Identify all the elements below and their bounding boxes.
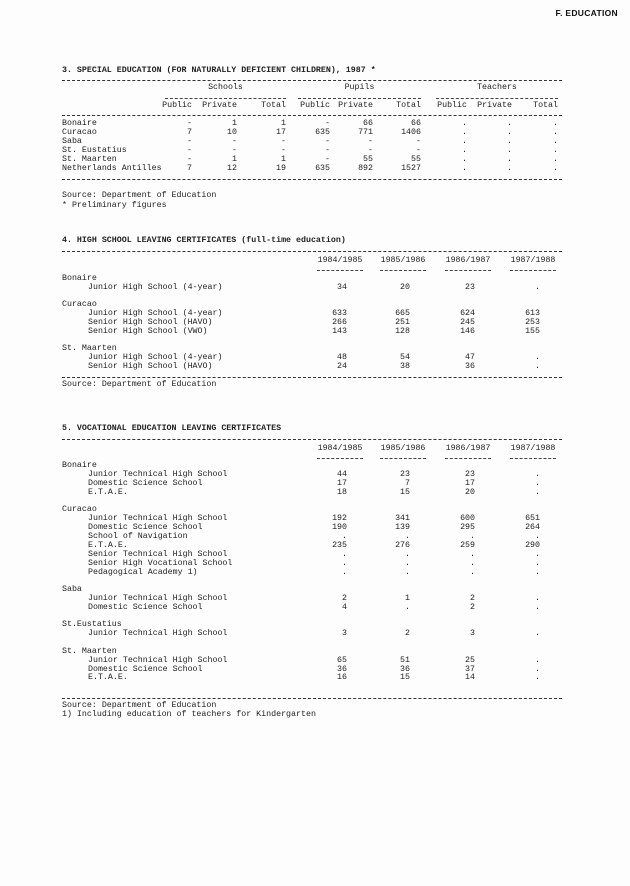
column-header: Public — [300, 101, 330, 110]
group-label: Bonaire — [62, 461, 97, 470]
table-cell: 2 — [470, 602, 475, 612]
row-label: Saba — [62, 137, 82, 146]
table-cell: 245 — [460, 317, 475, 327]
table-cell: - — [187, 146, 192, 155]
table-cell: . — [535, 282, 540, 292]
row-label: E.T.A.E. — [88, 540, 128, 550]
table-cell: - — [281, 137, 286, 146]
table-cell: . — [535, 487, 540, 497]
table-cell: 1527 — [401, 164, 421, 173]
table-cell: 139 — [395, 523, 410, 532]
year-underline — [510, 458, 556, 459]
row-label: E.T.A.E. — [88, 673, 128, 683]
table-cell: 47 — [465, 352, 475, 362]
table-cell: 7 — [405, 478, 410, 488]
group-label: St. Maarten — [62, 646, 117, 656]
table-cell: . — [553, 137, 558, 146]
table-cell: 235 — [332, 540, 347, 550]
row-label: Senior High School (VWO) — [88, 326, 208, 336]
table-cell: 253 — [525, 317, 540, 327]
table-cell: 20 — [400, 282, 410, 292]
table-cell: . — [535, 361, 540, 371]
table-cell: . — [553, 128, 558, 137]
column-header: Public — [162, 101, 192, 110]
row-label: E.T.A.E. — [88, 487, 128, 497]
table-cell: . — [507, 155, 512, 164]
column-header: 1985/1986 — [380, 256, 426, 265]
table-cell: 1 — [232, 155, 237, 164]
table-cell: 4 — [342, 602, 347, 612]
table-cell: 16 — [337, 673, 347, 683]
footnote: Source: Department of Education — [62, 191, 217, 200]
table-cell: . — [507, 164, 512, 173]
table-cell: 66 — [411, 119, 421, 128]
table-cell: 17 — [276, 128, 286, 137]
table-cell: 128 — [395, 326, 410, 336]
table-cell: . — [405, 531, 410, 541]
table-cell: . — [535, 602, 540, 612]
table-cell: 251 — [395, 317, 410, 327]
table-cell: 190 — [332, 523, 347, 532]
table-cell: 665 — [395, 309, 410, 318]
year-underline — [317, 270, 363, 271]
table-cell: 1406 — [401, 128, 421, 137]
table-cell: - — [232, 137, 237, 146]
table-cell: . — [342, 531, 347, 541]
table-cell: - — [368, 137, 373, 146]
table-cell: 2 — [342, 593, 347, 603]
column-header: Private — [338, 101, 373, 110]
table-cell: 10 — [227, 128, 237, 137]
table-cell: 44 — [337, 469, 347, 479]
table-cell: 36 — [400, 664, 410, 674]
column-group-header: Schools — [208, 83, 243, 92]
table-cell: 266 — [332, 317, 347, 327]
table-cell: . — [507, 146, 512, 155]
row-label: Senior High Vocational School — [88, 558, 233, 568]
table-cell: . — [405, 558, 410, 568]
table-cell: . — [507, 137, 512, 146]
table-cell: 36 — [465, 361, 475, 371]
dashed-rule — [62, 251, 562, 252]
column-header: Private — [202, 101, 237, 110]
table-cell: 66 — [363, 119, 373, 128]
column-header: Private — [477, 101, 512, 110]
table-cell: 290 — [525, 540, 540, 550]
dashed-rule — [62, 439, 562, 440]
dashed-rule — [62, 80, 562, 81]
table-cell: 23 — [465, 282, 475, 292]
table-cell: . — [535, 567, 540, 577]
table-cell: 192 — [332, 514, 347, 524]
table-cell: . — [507, 119, 512, 128]
row-label: Senior Technical High School — [88, 549, 228, 559]
table-cell: 12 — [227, 164, 237, 173]
table-cell: . — [470, 558, 475, 568]
table-cell: 635 — [315, 128, 330, 137]
table-cell: 18 — [337, 487, 347, 497]
section-title: 4. HIGH SCHOOL LEAVING CERTIFICATES (full-time education) — [62, 236, 346, 245]
column-header: 1986/1987 — [445, 256, 491, 265]
table-cell: 341 — [395, 514, 410, 524]
table-cell: . — [535, 469, 540, 479]
section-title: 3. SPECIAL EDUCATION (FOR NATURALLY DEFICIENT CHILDREN), 1987 * — [62, 66, 376, 75]
row-label: Junior Technical High School — [88, 514, 228, 524]
table-cell: 17 — [337, 478, 347, 488]
group-label: Saba — [62, 585, 82, 594]
table-cell: 1 — [232, 119, 237, 128]
group-label: St. Maarten — [62, 344, 117, 353]
table-cell: 34 — [337, 282, 347, 292]
table-cell: . — [342, 558, 347, 568]
table-cell: 36 — [337, 664, 347, 674]
row-label: Netherlands Antilles — [62, 164, 162, 173]
table-cell: . — [462, 164, 467, 173]
row-label: Junior Technical High School — [88, 655, 228, 665]
table-cell: 14 — [465, 673, 475, 683]
page-header: F. EDUCATION — [555, 8, 618, 18]
group-underline — [298, 98, 421, 99]
row-label: Junior Technical High School — [88, 469, 228, 479]
table-cell: . — [553, 119, 558, 128]
table-cell: . — [535, 352, 540, 362]
table-cell: 15 — [400, 673, 410, 683]
footnote: Source: Department of Education — [62, 701, 217, 710]
table-cell: . — [462, 146, 467, 155]
year-underline — [510, 270, 556, 271]
table-cell: . — [535, 673, 540, 683]
dashed-rule — [62, 377, 562, 378]
table-cell: - — [416, 146, 421, 155]
table-cell: . — [535, 549, 540, 559]
table-cell: - — [187, 155, 192, 164]
table-cell: - — [416, 137, 421, 146]
column-header: 1984/1985 — [317, 444, 363, 453]
year-underline — [317, 458, 363, 459]
table-cell: 1 — [405, 593, 410, 603]
table-cell: . — [462, 128, 467, 137]
table-cell: - — [325, 146, 330, 155]
group-label: Curacao — [62, 505, 97, 515]
table-cell: 15 — [400, 487, 410, 497]
table-cell: 3 — [342, 629, 347, 639]
table-cell: - — [187, 119, 192, 128]
table-cell: 7 — [187, 128, 192, 137]
row-label: Domestic Science School — [88, 523, 203, 532]
group-underline — [165, 98, 286, 99]
year-underline — [445, 270, 491, 271]
table-cell: 651 — [525, 514, 540, 524]
table-cell: 25 — [465, 655, 475, 665]
table-cell: 1 — [281, 155, 286, 164]
table-cell: 771 — [358, 128, 373, 137]
table-cell: . — [535, 664, 540, 674]
table-cell: - — [368, 146, 373, 155]
table-cell: 264 — [525, 523, 540, 532]
row-label: Junior High School (4-year) — [88, 282, 223, 292]
row-label: Pedagogical Academy 1) — [88, 567, 198, 577]
row-label: Junior High School (4-year) — [88, 309, 223, 318]
column-header: 1984/1985 — [317, 256, 363, 265]
table-cell: . — [553, 155, 558, 164]
table-cell: 23 — [465, 469, 475, 479]
group-label: St.Eustatius — [62, 620, 122, 630]
row-label: Senior High School (HAVO) — [88, 361, 213, 371]
table-cell: 7 — [187, 164, 192, 173]
table-cell: . — [462, 137, 467, 146]
year-underline — [380, 458, 426, 459]
table-cell: 51 — [400, 655, 410, 665]
table-cell: . — [405, 602, 410, 612]
table-cell: 23 — [400, 469, 410, 479]
table-cell: 19 — [276, 164, 286, 173]
table-cell: 613 — [525, 309, 540, 318]
row-label: Curacao — [62, 128, 97, 137]
year-underline — [445, 458, 491, 459]
table-cell: - — [325, 137, 330, 146]
dashed-rule — [62, 179, 562, 180]
table-cell: . — [507, 128, 512, 137]
table-cell: 48 — [337, 352, 347, 362]
column-header: Total — [533, 101, 558, 110]
table-cell: . — [462, 119, 467, 128]
group-label: Bonaire — [62, 274, 97, 283]
table-cell: 3 — [470, 629, 475, 639]
column-header: 1987/1988 — [510, 444, 556, 453]
year-underline — [380, 270, 426, 271]
column-header: Total — [261, 101, 286, 110]
group-label: Curacao — [62, 300, 97, 310]
dashed-rule — [62, 698, 562, 699]
table-cell: 37 — [465, 664, 475, 674]
table-cell: . — [405, 549, 410, 559]
table-cell: 55 — [411, 155, 421, 164]
table-cell: 54 — [400, 352, 410, 362]
table-cell: 295 — [460, 523, 475, 532]
column-header: Total — [396, 101, 421, 110]
table-cell: . — [535, 531, 540, 541]
footnote: * Preliminary figures — [62, 201, 167, 210]
table-cell: 259 — [460, 540, 475, 550]
table-cell: 633 — [332, 309, 347, 318]
row-label: School of Navigation — [88, 531, 188, 541]
table-cell: . — [535, 629, 540, 639]
table-cell: - — [325, 155, 330, 164]
table-cell: . — [342, 549, 347, 559]
table-cell: . — [405, 567, 410, 577]
table-cell: 55 — [363, 155, 373, 164]
table-cell: . — [342, 567, 347, 577]
column-group-header: Pupils — [344, 83, 375, 92]
table-cell: 65 — [337, 655, 347, 665]
table-cell: 17 — [465, 478, 475, 488]
column-group-header: Teachers — [477, 83, 517, 92]
table-cell: 2 — [405, 629, 410, 639]
table-cell: . — [470, 567, 475, 577]
row-label: Junior Technical High School — [88, 629, 228, 639]
table-cell: 1 — [281, 119, 286, 128]
table-cell: 38 — [400, 361, 410, 371]
column-header: 1985/1986 — [380, 444, 426, 453]
row-label: Junior Technical High School — [88, 593, 228, 603]
table-cell: . — [535, 593, 540, 603]
row-label: Domestic Science School — [88, 478, 203, 488]
table-cell: 892 — [358, 164, 373, 173]
table-cell: - — [187, 137, 192, 146]
row-label: Senior High School (HAVO) — [88, 317, 213, 327]
footnote: 1) Including education of teachers for Kindergarten — [62, 710, 316, 719]
table-cell: 2 — [470, 593, 475, 603]
table-cell: 276 — [395, 540, 410, 550]
table-cell: - — [325, 119, 330, 128]
table-cell: 146 — [460, 326, 475, 336]
row-label: Domestic Science School — [88, 664, 203, 674]
dashed-rule — [62, 115, 562, 116]
table-cell: 600 — [460, 514, 475, 524]
table-cell: . — [535, 655, 540, 665]
table-cell: - — [281, 146, 286, 155]
row-label: St. Eustatius — [62, 146, 127, 155]
table-cell: - — [232, 146, 237, 155]
row-label: Bonaire — [62, 119, 97, 128]
table-cell: 20 — [465, 487, 475, 497]
table-cell: . — [462, 155, 467, 164]
table-cell: . — [553, 146, 558, 155]
table-cell: 143 — [332, 326, 347, 336]
footnote: Source: Department of Education — [62, 380, 217, 389]
column-header: 1987/1988 — [510, 256, 556, 265]
table-cell: . — [535, 478, 540, 488]
table-cell: . — [470, 549, 475, 559]
row-label: St. Maarten — [62, 155, 117, 164]
table-cell: . — [553, 164, 558, 173]
group-underline — [436, 98, 558, 99]
column-header: 1986/1987 — [445, 444, 491, 453]
row-label: Domestic Science School — [88, 602, 203, 612]
table-cell: 24 — [337, 361, 347, 371]
table-cell: . — [470, 531, 475, 541]
table-cell: 624 — [460, 309, 475, 318]
table-cell: . — [535, 558, 540, 568]
section-title: 5. VOCATIONAL EDUCATION LEAVING CERTIFICATES — [62, 424, 282, 433]
table-cell: 155 — [525, 326, 540, 336]
column-header: Public — [437, 101, 467, 110]
row-label: Junior High School (4-year) — [88, 352, 223, 362]
table-cell: 635 — [315, 164, 330, 173]
